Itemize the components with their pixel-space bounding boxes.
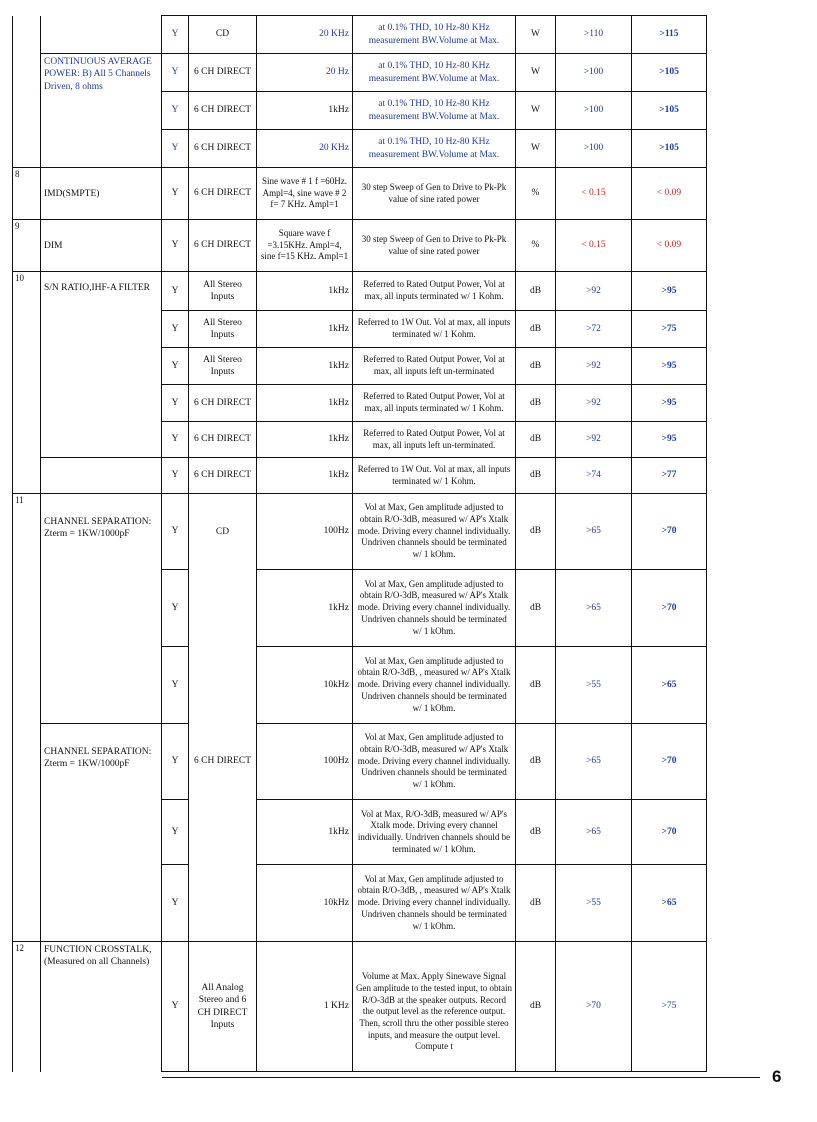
y-flag: Y (162, 458, 189, 494)
input-source (189, 865, 257, 942)
frequency: 1kHz (257, 272, 353, 311)
margin-cell (707, 311, 761, 348)
spec-typ: >105 (632, 130, 707, 168)
margin-cell (707, 865, 761, 942)
input-source: 6 CH DIRECT (189, 458, 257, 494)
input-source: 6 CH DIRECT (189, 92, 257, 130)
margin-cell (707, 385, 761, 422)
spec-typ: >95 (632, 385, 707, 422)
margin-cell (707, 272, 761, 311)
test-name (41, 422, 162, 458)
test-name (41, 348, 162, 385)
input-source: 6 CH DIRECT (189, 385, 257, 422)
test-name (41, 16, 162, 54)
frequency: 1 KHz (257, 942, 353, 1072)
item-number: 12 (13, 942, 41, 1072)
table-row (13, 54, 761, 92)
item-number (13, 570, 41, 647)
y-flag: Y (162, 724, 189, 800)
frequency: 20 KHz (257, 16, 353, 54)
input-source: 6 CH DIRECT (189, 422, 257, 458)
table-row (13, 647, 761, 724)
unit: dB (516, 647, 556, 724)
test-name: DIM (41, 220, 162, 272)
unit: % (516, 220, 556, 272)
spec-min: >92 (556, 422, 632, 458)
frequency: 1kHz (257, 422, 353, 458)
condition: Volume at Max. Apply Sinewave Signal Gen amplitude to the tested input, to obtain R/O-3dB at the speaker outputs. Record the output level as the reference output. Then, scroll thru the other possible stereo inputs, and measure the output level. Compute t (353, 942, 516, 1072)
spec-typ: >70 (632, 800, 707, 865)
item-number (13, 348, 41, 385)
margin-cell (707, 422, 761, 458)
input-source: 6 CH DIRECT (189, 54, 257, 92)
item-number (13, 865, 41, 942)
spec-typ: < 0.09 (632, 220, 707, 272)
test-name (41, 865, 162, 942)
item-number: 11 (13, 494, 41, 570)
table-row (13, 272, 761, 311)
table-row (13, 16, 761, 54)
condition: at 0.1% THD, 10 Hz-80 KHz measurement BW.Volume at Max. (353, 130, 516, 168)
margin-cell (707, 348, 761, 385)
condition: Referred to 1W Out. Vol at max, all inputs terminated w/ 1 Kohm. (353, 311, 516, 348)
table-row (13, 865, 761, 942)
spec-min: < 0.15 (556, 220, 632, 272)
input-source: CD (189, 494, 257, 570)
frequency: 1kHz (257, 92, 353, 130)
spec-min: >65 (556, 570, 632, 647)
unit: W (516, 130, 556, 168)
condition: Vol at Max, Gen amplitude adjusted to obtain R/O-3dB, , measured w/ AP's Xtalk mode. Driving every channel individually. Undriven channels should be terminated w/ 1 kOhm. (353, 647, 516, 724)
spec-typ: < 0.09 (632, 168, 707, 220)
table-row (13, 942, 761, 1072)
test-name: CONTINUOUS AVERAGE POWER: B) All 5 Channels Driven, 8 ohms (41, 54, 162, 168)
spec-table-body (13, 16, 761, 1072)
y-flag: Y (162, 54, 189, 92)
table-row (13, 348, 761, 385)
condition: 30 step Sweep of Gen to Drive to Pk-Pk value of sine rated power (353, 220, 516, 272)
y-flag: Y (162, 168, 189, 220)
y-flag: Y (162, 865, 189, 942)
spec-min: >74 (556, 458, 632, 494)
unit: W (516, 54, 556, 92)
item-number (13, 16, 41, 54)
margin-cell (707, 16, 761, 54)
condition: Referred to Rated Output Power, Vol at max, all inputs left un-terminated. (353, 422, 516, 458)
spec-typ: >70 (632, 494, 707, 570)
test-name: CHANNEL SEPARATION: Zterm = 1KW/1000pF (41, 724, 162, 800)
input-source: All Analog Stereo and 6 CH DIRECT Inputs (189, 942, 257, 1072)
spec-min: >92 (556, 348, 632, 385)
condition: Vol at Max, Gen amplitude adjusted to obtain R/O-3dB, measured w/ AP's Xtalk mode. Driving every channel individually. Undriven channels should be terminated w/ 1 kOhm. (353, 570, 516, 647)
input-source (189, 800, 257, 865)
y-flag: Y (162, 800, 189, 865)
item-number (13, 311, 41, 348)
table-row (13, 220, 761, 272)
input-source (189, 647, 257, 724)
spec-min: < 0.15 (556, 168, 632, 220)
spec-min: >55 (556, 865, 632, 942)
spec-typ: >95 (632, 272, 707, 311)
spec-typ: >70 (632, 724, 707, 800)
margin-cell (707, 458, 761, 494)
y-flag: Y (162, 570, 189, 647)
spec-min: >100 (556, 54, 632, 92)
spec-typ: >75 (632, 942, 707, 1072)
condition: Referred to Rated Output Power, Vol at max, all inputs terminated w/ 1 Kohm. (353, 385, 516, 422)
unit: % (516, 168, 556, 220)
spec-min: >65 (556, 494, 632, 570)
frequency: 1kHz (257, 385, 353, 422)
y-flag: Y (162, 92, 189, 130)
margin-cell (707, 494, 761, 570)
test-name: FUNCTION CROSSTALK, (Measured on all Channels) (41, 942, 162, 1072)
margin-cell (707, 54, 761, 92)
frequency: 1kHz (257, 800, 353, 865)
table-row (13, 422, 761, 458)
condition: at 0.1% THD, 10 Hz-80 KHz measurement BW.Volume at Max. (353, 16, 516, 54)
condition: Vol at Max, Gen amplitude adjusted to obtain R/O-3dB, measured w/ AP's Xtalk mode. Driving every channel individually. Undriven channels should be terminated w/ 1 kOhm. (353, 494, 516, 570)
table-row (13, 385, 761, 422)
margin-cell (707, 92, 761, 130)
input-source: 6 CH DIRECT (189, 168, 257, 220)
margin-cell (707, 130, 761, 168)
item-number (13, 800, 41, 865)
table-row (13, 494, 761, 570)
margin-cell (707, 724, 761, 800)
spec-min: >92 (556, 385, 632, 422)
table-row (13, 724, 761, 800)
input-source: All Stereo Inputs (189, 348, 257, 385)
spec-typ: >65 (632, 865, 707, 942)
spec-table (12, 15, 761, 1072)
spec-typ: >75 (632, 311, 707, 348)
input-source: CD (189, 16, 257, 54)
unit: dB (516, 272, 556, 311)
condition: Referred to Rated Output Power, Vol at max, all inputs left un-terminated (353, 348, 516, 385)
frequency: Square wave f =3.15KHz. Ampl=4, sine f=15 KHz. Ampl=1 (257, 220, 353, 272)
y-flag: Y (162, 385, 189, 422)
condition: Vol at Max, R/O-3dB, measured w/ AP's Xtalk mode. Driving every channel individually. Undriven channels should be terminated w/ 1 kOhm. (353, 800, 516, 865)
condition: Referred to Rated Output Power, Vol at max, all inputs terminated w/ 1 Kohm. (353, 272, 516, 311)
frequency: Sine wave # 1 f =60Hz. Ampl=4, sine wave # 2 f= 7 KHz. Ampl=1 (257, 168, 353, 220)
spec-typ: >105 (632, 92, 707, 130)
unit: dB (516, 458, 556, 494)
frequency: 1kHz (257, 348, 353, 385)
item-number: 10 (13, 272, 41, 311)
frequency: 20 KHz (257, 130, 353, 168)
y-flag: Y (162, 348, 189, 385)
frequency: 10kHz (257, 647, 353, 724)
test-name: S/N RATIO,IHF-A FILTER (41, 272, 162, 311)
test-name (41, 800, 162, 865)
input-source: 6 CH DIRECT (189, 220, 257, 272)
unit: W (516, 92, 556, 130)
test-name (41, 385, 162, 422)
item-number (13, 92, 41, 130)
frequency: 1kHz (257, 311, 353, 348)
frequency: 10kHz (257, 865, 353, 942)
item-number (13, 385, 41, 422)
item-number (13, 54, 41, 92)
spec-typ: >70 (632, 570, 707, 647)
spec-min: >55 (556, 647, 632, 724)
margin-cell (707, 800, 761, 865)
spec-typ: >115 (632, 16, 707, 54)
condition: Referred to 1W Out. Vol at max, all inputs terminated w/ 1 Kohm. (353, 458, 516, 494)
unit: dB (516, 494, 556, 570)
spec-typ: >65 (632, 647, 707, 724)
spec-min: >92 (556, 272, 632, 311)
frequency: 1kHz (257, 570, 353, 647)
input-source: All Stereo Inputs (189, 311, 257, 348)
margin-cell (707, 647, 761, 724)
condition: 30 step Sweep of Gen to Drive to Pk-Pk value of sine rated power (353, 168, 516, 220)
table-row (13, 168, 761, 220)
unit: dB (516, 570, 556, 647)
spec-typ: >77 (632, 458, 707, 494)
condition: Vol at Max, Gen amplitude adjusted to obtain R/O-3dB, measured w/ AP's Xtalk mode. Driving every channel individually. Undriven channels should be terminated w/ 1 kOhm. (353, 724, 516, 800)
item-number (13, 724, 41, 800)
unit: dB (516, 942, 556, 1072)
y-flag: Y (162, 220, 189, 272)
y-flag: Y (162, 942, 189, 1072)
condition: Vol at Max, Gen amplitude adjusted to obtain R/O-3dB, , measured w/ AP's Xtalk mode. Driving every channel individually. Undriven channels should be terminated w/ 1 kOhm. (353, 865, 516, 942)
table-row (13, 800, 761, 865)
page-number: 6 (772, 1067, 782, 1086)
item-number (13, 130, 41, 168)
frequency: 20 Hz (257, 54, 353, 92)
test-name (41, 647, 162, 724)
unit: dB (516, 348, 556, 385)
unit: dB (516, 800, 556, 865)
spec-typ: >95 (632, 422, 707, 458)
margin-cell (707, 570, 761, 647)
y-flag: Y (162, 647, 189, 724)
table-row (13, 311, 761, 348)
item-number: 8 (13, 168, 41, 220)
test-name (41, 311, 162, 348)
table-row (13, 458, 761, 494)
condition: at 0.1% THD, 10 Hz-80 KHz measurement BW.Volume at Max. (353, 54, 516, 92)
unit: dB (516, 311, 556, 348)
margin-cell (707, 220, 761, 272)
unit: dB (516, 385, 556, 422)
unit: dB (516, 865, 556, 942)
test-name (41, 570, 162, 647)
frequency: 100Hz (257, 724, 353, 800)
margin-cell (707, 942, 761, 1072)
condition: at 0.1% THD, 10 Hz-80 KHz measurement BW.Volume at Max. (353, 92, 516, 130)
spec-min: >100 (556, 92, 632, 130)
input-source (189, 570, 257, 647)
y-flag: Y (162, 130, 189, 168)
unit: dB (516, 724, 556, 800)
table-row (13, 570, 761, 647)
item-number (13, 647, 41, 724)
test-name: CHANNEL SEPARATION: Zterm = 1KW/1000pF (41, 494, 162, 570)
test-name: IMD(SMPTE) (41, 168, 162, 220)
frequency: 100Hz (257, 494, 353, 570)
input-source: All Stereo Inputs (189, 272, 257, 311)
footer-rule (12, 1077, 760, 1078)
frequency: 1kHz (257, 458, 353, 494)
unit: W (516, 16, 556, 54)
y-flag: Y (162, 272, 189, 311)
spec-typ: >105 (632, 54, 707, 92)
item-number: 9 (13, 220, 41, 272)
test-name (41, 458, 162, 494)
spec-min: >72 (556, 311, 632, 348)
y-flag: Y (162, 16, 189, 54)
item-number (13, 458, 41, 494)
item-number (13, 422, 41, 458)
input-source: 6 CH DIRECT (189, 130, 257, 168)
y-flag: Y (162, 494, 189, 570)
spec-typ: >95 (632, 348, 707, 385)
y-flag: Y (162, 422, 189, 458)
spec-min: >65 (556, 724, 632, 800)
spec-min: >110 (556, 16, 632, 54)
y-flag: Y (162, 311, 189, 348)
margin-cell (707, 168, 761, 220)
spec-min: >65 (556, 800, 632, 865)
spec-min: >70 (556, 942, 632, 1072)
input-source: 6 CH DIRECT (189, 724, 257, 800)
unit: dB (516, 422, 556, 458)
spec-min: >100 (556, 130, 632, 168)
